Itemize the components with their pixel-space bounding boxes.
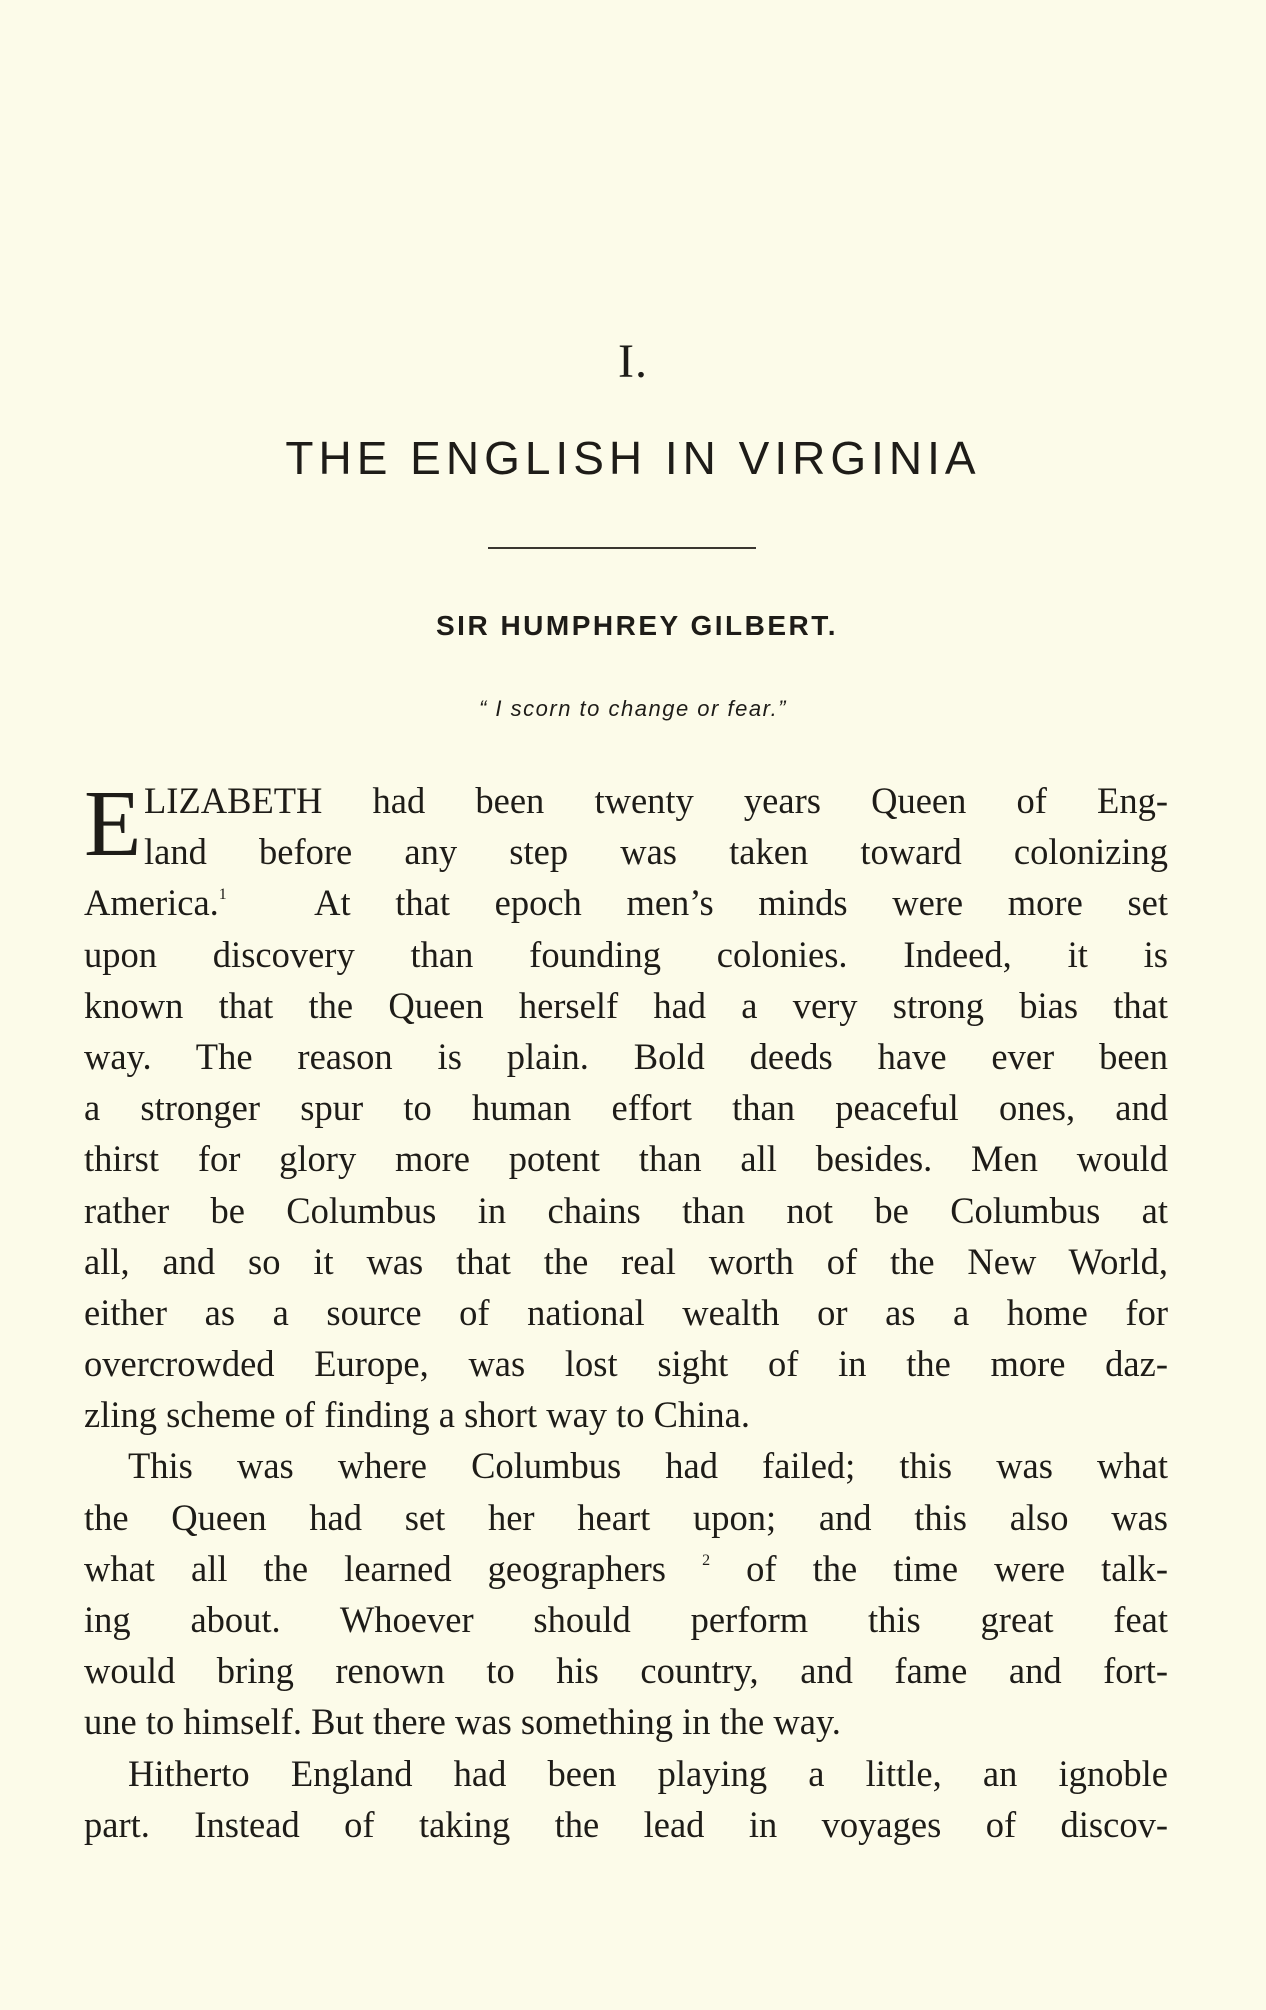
text-fragment: At that epoch men’s minds were more set <box>314 882 1168 924</box>
text-fragment: what all the learned geographers <box>84 1547 666 1589</box>
text-line: a stronger spur to human effort than peaceful ones, and <box>84 1087 1168 1129</box>
text-line <box>84 1543 1168 1594</box>
text-fragment: of the time were talk- <box>746 1547 1169 1589</box>
text-line: either as a source of national wealth or as a home for <box>84 1291 1168 1333</box>
text-line: upon discovery than founding colonies. Indeed, it is <box>84 933 1168 975</box>
text-line: known that the Queen herself had a very strong bias that <box>84 984 1168 1026</box>
text-line: rather be Columbus in chains than not be Columbus at <box>84 1189 1168 1231</box>
body-text <box>84 772 1169 1850</box>
text-line: would bring renown to his country, and fame and fort- <box>84 1650 1168 1692</box>
chapter-title: THE ENGLISH IN VIRGINIA <box>285 432 981 484</box>
title-rule <box>488 547 756 549</box>
footnote-mark: 2 <box>702 1551 711 1569</box>
text-line: the Queen had set her heart upon; and this also was <box>84 1496 1168 1538</box>
chapter-number: I. <box>618 335 648 388</box>
text-line: zling scheme of finding a short way to China. <box>84 1394 750 1436</box>
text-line: way. The reason is plain. Bold deeds have ever been <box>84 1035 1168 1077</box>
text-line: all, and so it was that the real worth of the New World, <box>84 1240 1168 1282</box>
text-fragment: America. <box>84 882 219 924</box>
text-line: part. Instead of taking the lead in voyages of discov- <box>84 1803 1168 1845</box>
text-line: Hitherto England had been playing a little, an ignoble <box>128 1752 1168 1794</box>
text-line: overcrowded Europe, was lost sight of in the more daz- <box>84 1343 1168 1385</box>
text-line: thirst for glory more potent than all besides. Men would <box>84 1138 1168 1180</box>
text-line: une to himself. But there was something in the way. <box>84 1701 841 1743</box>
text-line <box>84 877 1168 928</box>
text-line: This was where Columbus had failed; this was what <box>128 1445 1168 1487</box>
text-line: land before any step was taken toward colonizing <box>144 831 1168 873</box>
text-line: ing about. Whoever should perform this great feat <box>84 1599 1168 1640</box>
section-title: SIR HUMPHREY GILBERT. <box>435 610 839 641</box>
drop-cap: E <box>84 772 142 876</box>
text-line: LIZABETH had been twenty years Queen of Eng- <box>144 780 1168 821</box>
footnote-mark: 1 <box>218 886 227 904</box>
epigraph: “ I scorn to change or fear.” <box>478 696 788 721</box>
